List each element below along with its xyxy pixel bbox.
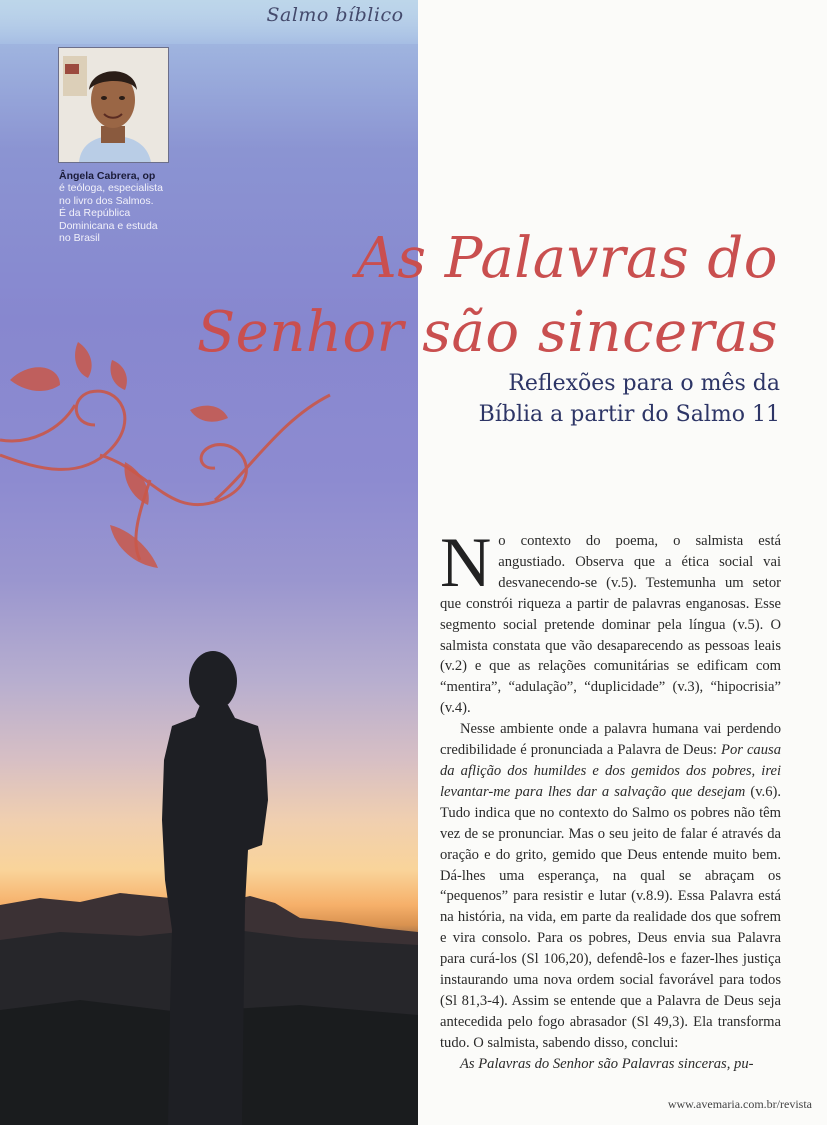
subtitle-line: Reflexões para o mês da xyxy=(508,371,780,396)
title-line: Senhor são sinceras xyxy=(196,300,778,365)
title-line: As Palavras do xyxy=(356,226,778,291)
footer-url: www.avemaria.com.br/revista xyxy=(667,1097,812,1111)
author-bio-line: no Brasil xyxy=(59,232,100,245)
subtitle-line: Bíblia a partir do Salmo 11 xyxy=(478,402,780,427)
author-bio-line: É da República xyxy=(59,207,131,220)
paragraph xyxy=(440,1054,781,1075)
drop-cap: N xyxy=(440,524,492,602)
floral-ornament-icon xyxy=(0,391,330,560)
article-subtitle xyxy=(418,368,780,430)
author-name: Ângela Cabrera, op xyxy=(59,170,156,182)
author-bio-line: no livro dos Salmos. xyxy=(59,194,154,207)
scripture-quote: Por causa da aflição dos humildes e dos gemidos dos pobres, irei levantar-me para lhes dar a salvação que desejam xyxy=(440,742,781,800)
author-bio-line: é teóloga, especialista xyxy=(59,182,163,195)
article-title xyxy=(0,219,778,370)
paragraph xyxy=(440,524,781,719)
section-label: Salmo bíblico xyxy=(266,4,404,26)
author-photo xyxy=(58,47,169,163)
scripture-quote: As Palavras do Senhor são Palavras sinceras, pu- xyxy=(460,1055,754,1072)
paragraph-text: (v.6). Tudo indica que no contexto do Salmo os pobres não têm vez de se pronunciar. Mas o seu jeito de falar é através da oração e do grito, gemido que Deus entende muito bem. Dá-lhes uma esperança, na qual se abraçam os “pequenos” para resistir e lutar (v.8.9). Essa Palavra está na história, na vida, em parte da realidade dos que sofrem e vira consolo. Para os pobres, Deus envia sua Palavra para curá-los (Sl 106,20), defendê-los e fazer-lhes justiça instaurando uma nova ordem social favorável para todos (Sl 81,3-4). Assim se entende que a Palavra de Deus seja antecedida pelo fogo abrasador (Sl 49,3). Ela transforma tudo. O salmista, sabendo disso, conclui: xyxy=(440,783,781,1051)
author-bio-line: Dominicana e estuda xyxy=(59,219,158,232)
article-body xyxy=(440,524,781,1075)
paragraph-text: o contexto do poema, o salmista está angustiado. Observa que a ética social vai desvanecendo-se (v.5). Testemunha um setor que constrói riqueza a partir de palavras enganosas. Esse segmento social pretende dominar pela língua (v.5). O salmista constata que vão desaparecendo as pessoas leais (v.2) e que as relações comunitárias se edificam com “mentira”, “adulação”, “duplicidade” (v.3), “hipocrisia” (v.4). xyxy=(440,533,781,717)
author-portrait-icon xyxy=(59,48,168,162)
paragraph-text: Nesse ambiente onde a palavra humana vai perdendo credibilidade é pronunciada a Palavra de Deus: xyxy=(440,721,781,759)
paragraph xyxy=(440,719,781,1054)
